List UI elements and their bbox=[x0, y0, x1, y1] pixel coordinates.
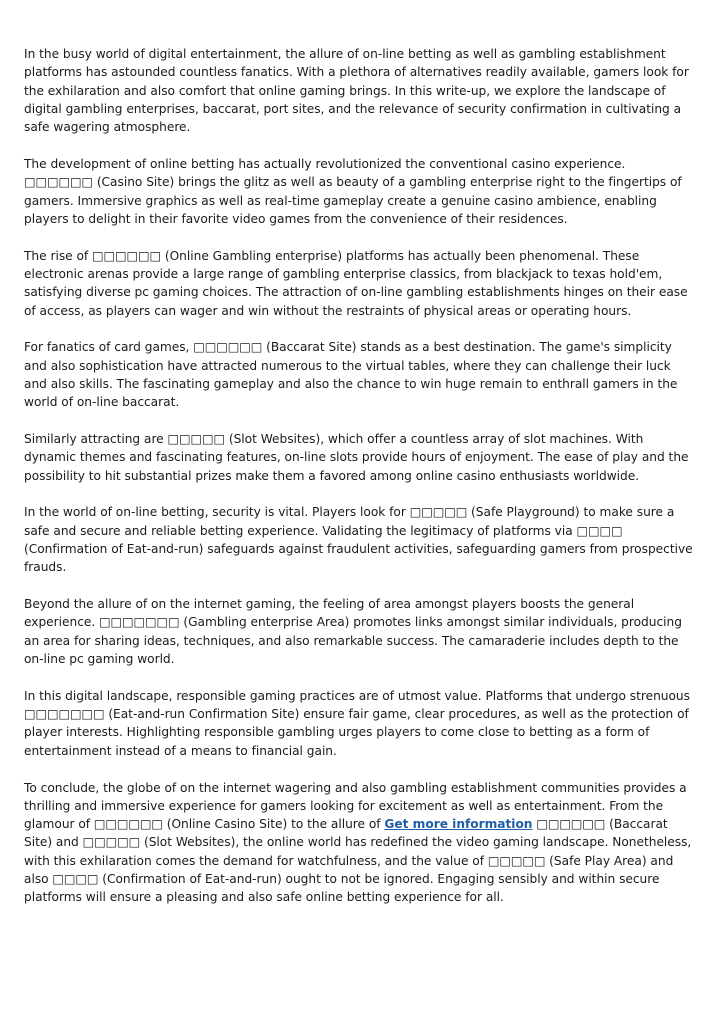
paragraph-security: In the world of on-line betting, security is vital. Players look for □□□□□ (Safe Playground) to make sure a safe and secure and reliable betting experience. Validating the legitimacy of platforms via □□□□ (Confirmation of Eat-and-run) safeguards against fraudulent activities, safeguarding gamers from prospective frauds. bbox=[24, 505, 693, 575]
conclusion-text-end: □□□□□□ (Baccarat Site) and □□□□□ (Slot Websites), the online world has redefined the video gaming landscape. Nonetheless, with this exhilaration comes the demand for watchfulness, and the value of □□□□□ (Safe Play Area) and also □□□□ (Confirmation of Eat-and-run) ought to not be ignored. Engaging sensibly and within secure platforms will ensure a pleasing and also safe online betting experience for all. bbox=[24, 817, 692, 905]
paragraph-conclusion bbox=[24, 779, 696, 907]
paragraph-online-casino: The rise of □□□□□□ (Online Gambling enterprise) platforms has actually been phenomenal. These electronic arenas provide a large range of gambling enterprise classics, from blackjack to texas hold'em, satisfying diverse pc gaming choices. The attraction of on-line gambling establishments hinges on their ease of access, as players can wager and win without the restraints of physical areas or operating hours. bbox=[24, 248, 688, 318]
conclusion-text-start: To conclude, the globe of on the internet wagering and also gambling establishment communities provides a thrilling and immersive experience for gamers looking for excitement as well as entertainment. From the glamour of □□□□□□ (Online Casino Site) to the allure of bbox=[24, 780, 687, 832]
paragraph-baccarat: For fanatics of card games, □□□□□□ (Baccarat Site) stands as a best destination. The game's simplicity and also sophistication have attracted numerous to the virtual tables, where they can challenge their luck and also skills. The fascinating gameplay and also the chance to win huge remain to enthrall gamers in the world of on-line baccarat. bbox=[24, 340, 678, 410]
paragraph-casino-site: The development of online betting has actually revolutionized the conventional casino experience. □□□□□□ (Casino Site) brings the glitz as well as beauty of a gambling enterprise right to the fingertips of gamers. Immersive graphics as well as real-time gameplay create a genuine casino ambience, enabling players to delight in their favorite video games from the convenience of their residences. bbox=[24, 156, 682, 226]
paragraph-community: Beyond the allure of on the internet gaming, the feeling of area amongst players boosts the general experience. □□□□□□□ (Gambling enterprise Area) promotes links amongst similar individuals, producing an area for sharing ideas, techniques, and also remarkable success. The camaraderie includes depth to the on-line pc gaming world. bbox=[24, 597, 682, 667]
paragraph-responsible-gaming: In this digital landscape, responsible gaming practices are of utmost value. Platforms that undergo strenuous □□□□□□□ (Eat-and-run Confirmation Site) ensure fair game, clear procedures, as well as the protection of player interests. Highlighting responsible gambling urges players to come close to betting as a form of entertainment instead of a means to financial gain. bbox=[24, 688, 690, 758]
get-more-information-link[interactable]: Get more information bbox=[384, 817, 533, 832]
paragraph-slots: Similarly attracting are □□□□□ (Slot Websites), which offer a countless array of slot machines. With dynamic themes and fascinating features, on-line slots provide hours of enjoyment. The ease of play and the possibility to hit substantial prizes make them a favored among online casino enthusiasts worldwide. bbox=[24, 432, 689, 483]
paragraph-intro: In the busy world of digital entertainment, the allure of on-line betting as well as gambling establishment platforms has astounded countless fanatics. With a plethora of alternatives readily available, gamers look for the exhilaration and also comfort that online gaming brings. In this write-up, we explore the landscape of digital gambling enterprises, baccarat, port sites, and the relevance of security confirmation in cultivating a safe wagering atmosphere. bbox=[24, 47, 689, 135]
